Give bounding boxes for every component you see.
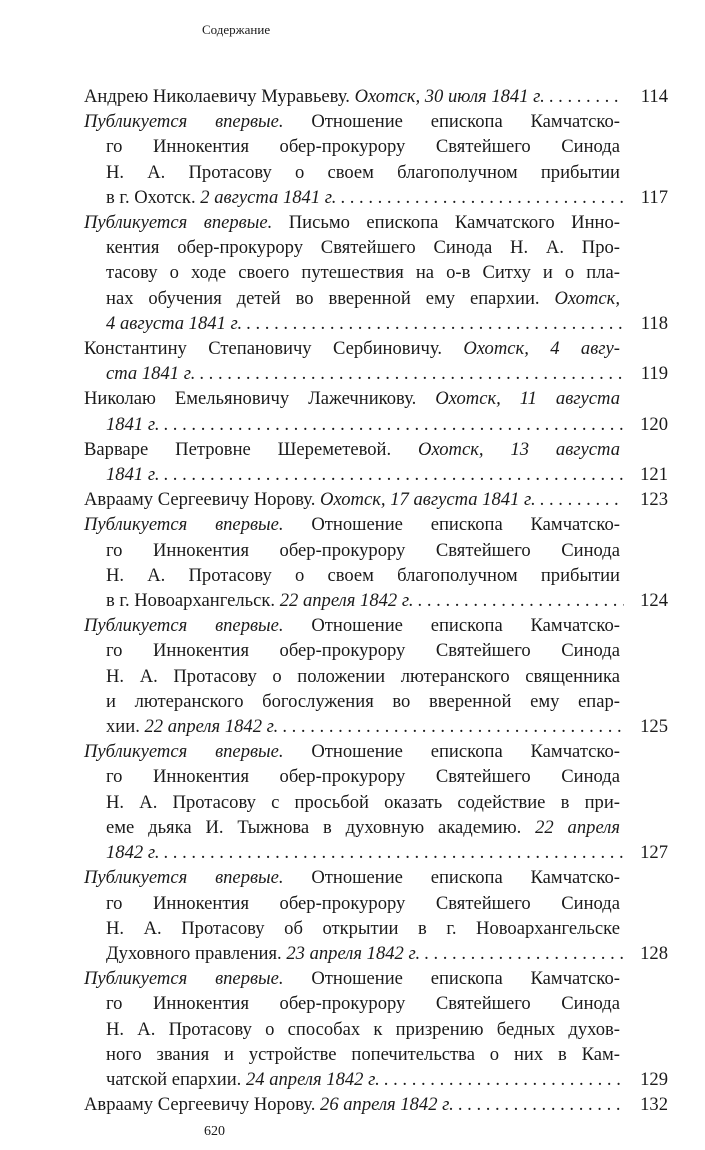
entry-text: [106, 235, 620, 260]
toc-entry[interactable]: [84, 613, 668, 739]
entry-text: [84, 1092, 454, 1117]
text-segment: Отношение епископа Камчатско-: [283, 968, 621, 990]
text-segment: Н. А. Протасову с просьбой оказать содействие в при-: [106, 791, 620, 813]
italic-segment: 23 апреля 1842 г.: [286, 942, 421, 964]
toc-entry-last-line: [84, 185, 668, 210]
text-segment: Андрею Николаевичу Муравьеву.: [84, 86, 355, 107]
toc-entry-line: [84, 512, 668, 537]
toc-entry-line: [84, 260, 668, 285]
text-segment: хии.: [106, 716, 145, 738]
entry-text: [106, 689, 620, 714]
toc-entry[interactable]: [84, 865, 668, 966]
dot-leader: [199, 361, 624, 386]
dot-leader: [246, 311, 624, 336]
entry-page-number: 123: [640, 489, 668, 511]
dot-leader: [540, 487, 624, 512]
italic-segment: Публикуется впервые.: [84, 867, 284, 889]
text-segment: Отношение епископа Камчатско-: [283, 867, 621, 889]
italic-segment: 1841 г.: [106, 413, 160, 435]
italic-segment: Публикуется впервые.: [84, 212, 273, 234]
entry-text: [84, 109, 620, 134]
entry-page-number: 127: [640, 842, 668, 864]
toc-entry-line: [84, 815, 668, 840]
entry-page-number: 121: [640, 464, 668, 486]
toc-entry-last-line: [84, 1092, 668, 1117]
toc-entry-line: [84, 664, 668, 689]
toc-entry[interactable]: [84, 966, 668, 1092]
text-segment: Аврааму Сергеевичу Норову.: [84, 1094, 321, 1116]
toc-entry-last-line: [84, 361, 668, 386]
italic-segment: Публикуется впервые.: [84, 514, 284, 536]
text-segment: Отношение епископа Камчатско-: [283, 514, 621, 536]
italic-segment: 22 апреля 1842 г.: [279, 590, 414, 612]
italic-segment: 22 апреля: [535, 816, 620, 838]
entry-text: [84, 487, 536, 512]
text-segment: го Иннокентия обер-прокурору Святейшего Синода: [106, 766, 620, 788]
entry-page-number: 120: [640, 413, 668, 435]
italic-segment: Охотск, 11 августа: [435, 388, 620, 410]
italic-segment: 2 августа 1841 г.: [200, 186, 337, 208]
text-segment: Н. А. Протасову о способах к призрению бедных духов-: [106, 1018, 620, 1040]
toc-entry[interactable]: [84, 437, 668, 487]
entry-page-number: 125: [640, 716, 668, 738]
toc-entry-line: [84, 134, 668, 159]
page-number: 620: [204, 1124, 225, 1139]
entry-text: [106, 538, 620, 563]
entry-text: [106, 941, 420, 966]
italic-segment: 22 апреля 1842 г.: [144, 716, 279, 738]
toc-entry-line: [84, 991, 668, 1016]
text-segment: Николаю Емельяновичу Лажечникову.: [84, 388, 436, 410]
text-segment: го Иннокентия обер-прокурору Святейшего Синода: [106, 993, 620, 1015]
dot-leader: [418, 588, 624, 613]
toc-entry-line: [84, 235, 668, 260]
entry-text: [106, 638, 620, 663]
dot-leader: [164, 462, 625, 487]
entry-text: [84, 512, 620, 537]
toc-entry-line: [84, 638, 668, 663]
entry-text: [106, 412, 160, 437]
toc-entry-last-line: [84, 840, 668, 865]
toc-entry-line: [84, 210, 668, 235]
toc-entry[interactable]: [84, 109, 668, 210]
dot-leader: [282, 714, 624, 739]
toc-entry[interactable]: [84, 1092, 668, 1117]
italic-segment: 24 апреля 1842 г.: [245, 1068, 380, 1090]
text-segment: Н. А. Протасову о своем благополучном прибытии: [106, 564, 620, 586]
entry-text: [106, 588, 414, 613]
toc-entry[interactable]: [84, 210, 668, 336]
italic-segment: Охотск,: [554, 287, 620, 309]
toc-entry[interactable]: [84, 336, 668, 386]
toc-entry-line: [84, 891, 668, 916]
entry-page-number: 129: [640, 1068, 668, 1090]
toc-entry-line: [84, 739, 668, 764]
entry-page-number: 128: [640, 942, 668, 964]
entry-text: [84, 966, 620, 991]
text-segment: в г. Охотск.: [106, 186, 201, 208]
toc-entry-line: [84, 916, 668, 941]
text-segment: Отношение епископа Камчатско-: [283, 741, 621, 763]
text-segment: Н. А. Протасову о положении лютеранского священника: [106, 665, 620, 687]
text-segment: еме дьяка И. Тыжнова в духовную академию.: [106, 816, 536, 838]
text-segment: в г. Новоархангельск.: [106, 590, 280, 612]
toc-entry-line: [84, 538, 668, 563]
entry-page-number: 114: [640, 86, 668, 107]
italic-segment: 26 апреля 1842 г.: [320, 1094, 454, 1116]
italic-segment: Публикуется впервые.: [84, 615, 284, 637]
entry-text: [84, 84, 545, 109]
text-segment: Константину Степановичу Сербиновичу.: [84, 338, 464, 360]
italic-segment: Публикуется впервые.: [84, 968, 284, 990]
toc-entry[interactable]: [84, 386, 668, 436]
table-of-contents: [84, 84, 668, 1117]
toc-entry-last-line: [84, 588, 668, 613]
text-segment: чатской епархии.: [106, 1068, 246, 1090]
toc-entry-last-line: [84, 462, 668, 487]
text-segment: ного звания и устройстве попечительства о них в Кам-: [106, 1043, 620, 1065]
entry-page-number: 119: [640, 363, 668, 385]
entry-text: [106, 1017, 620, 1042]
text-segment: Н. А. Протасову об открытии в г. Новоархангельске: [106, 917, 620, 939]
entry-text: [84, 865, 620, 890]
italic-segment: 1842 г.: [106, 842, 160, 864]
entry-text: [106, 714, 278, 739]
toc-entry-last-line: [84, 412, 668, 437]
entry-page-number: 117: [640, 186, 668, 208]
text-segment: Отношение епископа Камчатско-: [283, 111, 621, 133]
text-segment: Отношение епископа Камчатско-: [283, 615, 621, 637]
text-segment: Письмо епископа Камчатского Инно-: [272, 212, 620, 234]
text-segment: Духовного правления.: [106, 942, 287, 964]
toc-entry-line: [84, 160, 668, 185]
italic-segment: 4 августа 1841 г.: [106, 312, 243, 334]
toc-entry-line: [84, 109, 668, 134]
entry-text: [106, 790, 620, 815]
toc-entry-last-line: [84, 84, 668, 109]
toc-entry[interactable]: [84, 512, 668, 613]
toc-entry-last-line: [84, 714, 668, 739]
toc-entry-last-line: [84, 311, 668, 336]
dot-leader: [164, 840, 625, 865]
toc-entry-line: [84, 386, 668, 411]
entry-text: [106, 1067, 380, 1092]
toc-entry-line: [84, 437, 668, 462]
entry-text: [106, 260, 620, 285]
entry-text: [106, 815, 620, 840]
entry-text: [106, 840, 160, 865]
dot-leader: [549, 84, 624, 109]
text-segment: Н. А. Протасову о своем благополучном прибытии: [106, 161, 620, 183]
toc-entry-line: [84, 613, 668, 638]
italic-segment: Охотск, 30 июля 1841 г.: [354, 86, 545, 107]
italic-segment: Охотск, 17 августа 1841 г.: [320, 489, 536, 511]
entry-text: [106, 462, 160, 487]
text-segment: кентия обер-прокурору Святейшего Синода Н. А. Про-: [106, 237, 620, 259]
entry-text: [106, 361, 195, 386]
toc-entry-line: [84, 790, 668, 815]
dot-leader: [164, 412, 625, 437]
text-segment: го Иннокентия обер-прокурору Святейшего Синода: [106, 892, 620, 914]
toc-entry-line: [84, 286, 668, 311]
entry-text: [106, 664, 620, 689]
entry-text: [106, 160, 620, 185]
toc-entry-line: [84, 966, 668, 991]
italic-segment: Публикуется впервые.: [84, 111, 284, 133]
text-segment: го Иннокентия обер-прокурору Святейшего Синода: [106, 136, 620, 158]
entry-text: [106, 134, 620, 159]
entry-text: [106, 916, 620, 941]
dot-leader: [424, 941, 624, 966]
text-segment: Аврааму Сергеевичу Норову.: [84, 489, 321, 511]
italic-segment: Охотск, 4 авгу-: [463, 338, 620, 360]
toc-entry-line: [84, 563, 668, 588]
dot-leader: [340, 185, 624, 210]
toc-entry-last-line: [84, 1067, 668, 1092]
toc-entry-line: [84, 764, 668, 789]
entry-text: [84, 210, 620, 235]
toc-entry[interactable]: [84, 487, 668, 512]
entry-text: [84, 613, 620, 638]
toc-entry-line: [84, 865, 668, 890]
text-segment: го Иннокентия обер-прокурору Святейшего Синода: [106, 539, 620, 561]
italic-segment: Публикуется впервые.: [84, 741, 284, 763]
text-segment: тасову о ходе своего путешествия на о-в Ситху и о пла-: [106, 262, 620, 284]
toc-entry-last-line: [84, 487, 668, 512]
text-segment: Варваре Петровне Шереметевой.: [84, 438, 419, 460]
entry-text: [106, 311, 242, 336]
toc-entry-line: [84, 1017, 668, 1042]
entry-text: [84, 386, 620, 411]
toc-entry-line: [84, 689, 668, 714]
entry-page-number: 132: [640, 1094, 668, 1116]
toc-entry-last-line: [84, 941, 668, 966]
entry-text: [106, 286, 620, 311]
italic-segment: 1841 г.: [106, 464, 160, 486]
entry-text: [106, 764, 620, 789]
toc-entry[interactable]: [84, 739, 668, 865]
entry-text: [84, 739, 620, 764]
text-segment: и лютеранского богослужения во вверенной ему епар-: [106, 690, 620, 712]
entry-text: [84, 336, 620, 361]
entry-text: [106, 563, 620, 588]
entry-text: [106, 991, 620, 1016]
dot-leader: [384, 1067, 624, 1092]
entry-text: [106, 185, 336, 210]
entry-text: [106, 891, 620, 916]
running-head: Содержание: [202, 22, 271, 37]
entry-page-number: 124: [640, 590, 668, 612]
entry-page-number: 118: [640, 312, 668, 334]
toc-entry[interactable]: [84, 84, 668, 109]
entry-text: [106, 1042, 620, 1067]
toc-entry-line: [84, 1042, 668, 1067]
toc-entry-line: [84, 336, 668, 361]
text-segment: нах обучения детей во вверенной ему епархии.: [106, 287, 555, 309]
italic-segment: ста 1841 г.: [106, 363, 196, 385]
dot-leader: [458, 1092, 624, 1117]
entry-text: [84, 437, 620, 462]
italic-segment: Охотск, 13 августа: [418, 438, 620, 460]
text-segment: го Иннокентия обер-прокурору Святейшего Синода: [106, 640, 620, 662]
